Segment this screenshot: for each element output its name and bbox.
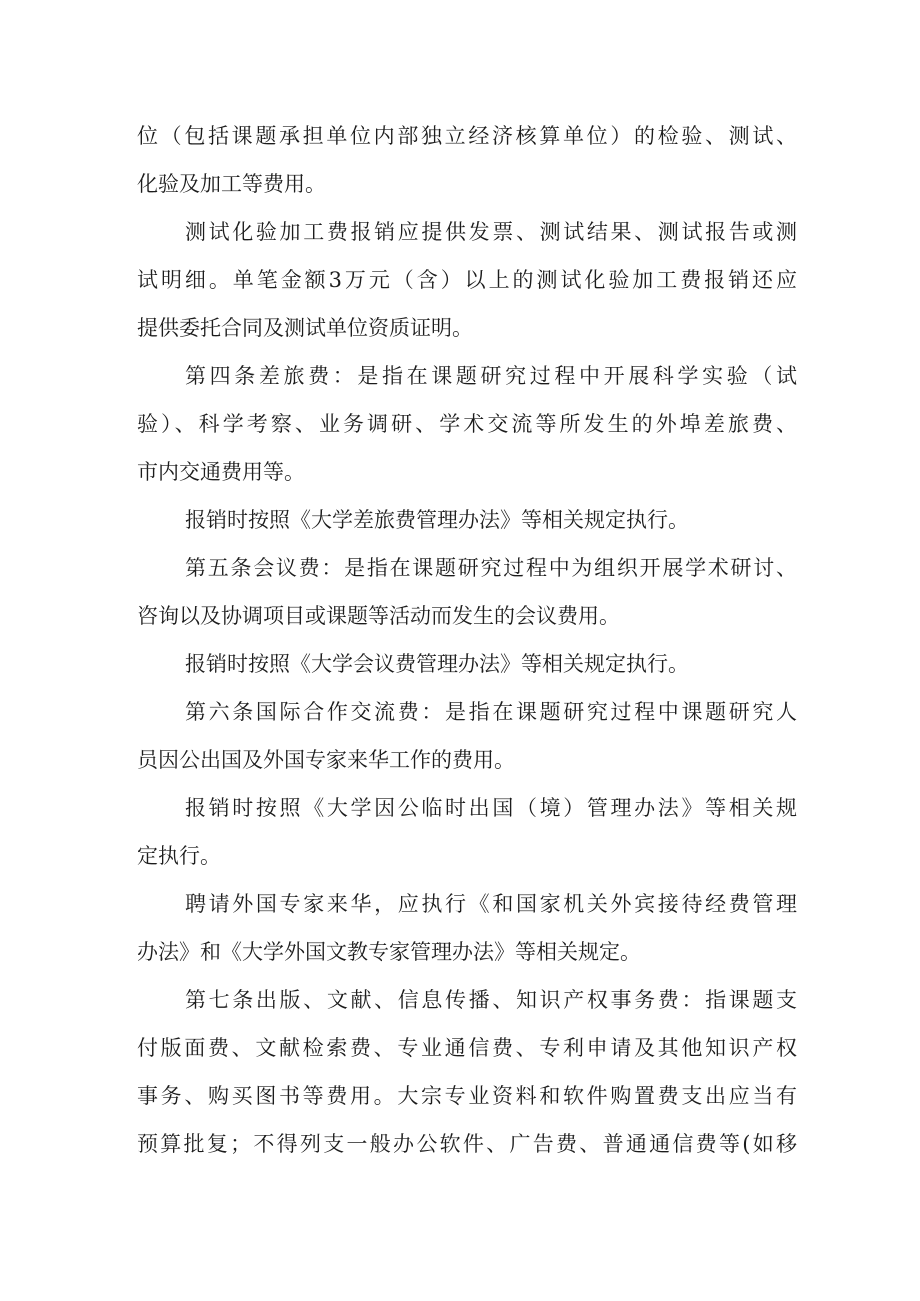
text-line: 报销时按照《大学会议费管理办法》等相关规定执行。 <box>185 652 689 676</box>
text-line: 付版面费、文献检索费、专业通信费、专利申请及其他知识产权 <box>137 1036 797 1060</box>
text-line: 报销时按照《大学差旅费管理办法》等相关规定执行。 <box>185 508 689 532</box>
text-line: 市内交通费用等。 <box>137 460 305 484</box>
text-line: 位（包括课题承担单位内部独立经济核算单位）的检验、测试、 <box>137 124 797 148</box>
text-line: 第七条出版、文献、信息传播、知识产权事务费：指课题支 <box>185 988 797 1012</box>
text-line: 办法》和《大学外国文教专家管理办法》等相关规定。 <box>137 940 641 964</box>
text-line: 聘请外国专家来华，应执行《和国家机关外宾接待经费管理 <box>185 892 797 916</box>
text-line: 第四条差旅费：是指在课题研究过程中开展科学实验（试 <box>185 364 797 388</box>
text-line: 验）、科学考察、业务调研、学术交流等所发生的外埠差旅费、 <box>137 412 797 436</box>
text-line: 咨询以及协调项目或课题等活动而发生的会议费用。 <box>137 604 620 628</box>
text-line: 化验及加工等费用。 <box>137 172 326 196</box>
text-line: 报销时按照《大学因公临时出国（境）管理办法》等相关规 <box>185 796 797 820</box>
text-line: 事务、购买图书等费用。大宗专业资料和软件购置费支出应当有 <box>137 1084 797 1108</box>
text-line: 试明细。单笔金额3万元（含）以上的测试化验加工费报销还应 <box>137 268 797 292</box>
text-line: 员因公出国及外国专家来华工作的费用。 <box>137 748 515 772</box>
text-line: 测试化验加工费报销应提供发票、测试结果、测试报告或测 <box>185 220 797 244</box>
text-line: 定执行。 <box>137 844 221 868</box>
text-line: 预算批复；不得列支一般办公软件、广告费、普通通信费等(如移 <box>137 1132 797 1156</box>
text-line: 第六条国际合作交流费：是指在课题研究过程中课题研究人 <box>185 700 797 724</box>
text-line: 第五条会议费：是指在课题研究过程中为组织开展学术研讨、 <box>185 556 797 580</box>
text-line: 提供委托合同及测试单位资质证明。 <box>137 316 473 340</box>
document-body <box>137 112 797 1168</box>
